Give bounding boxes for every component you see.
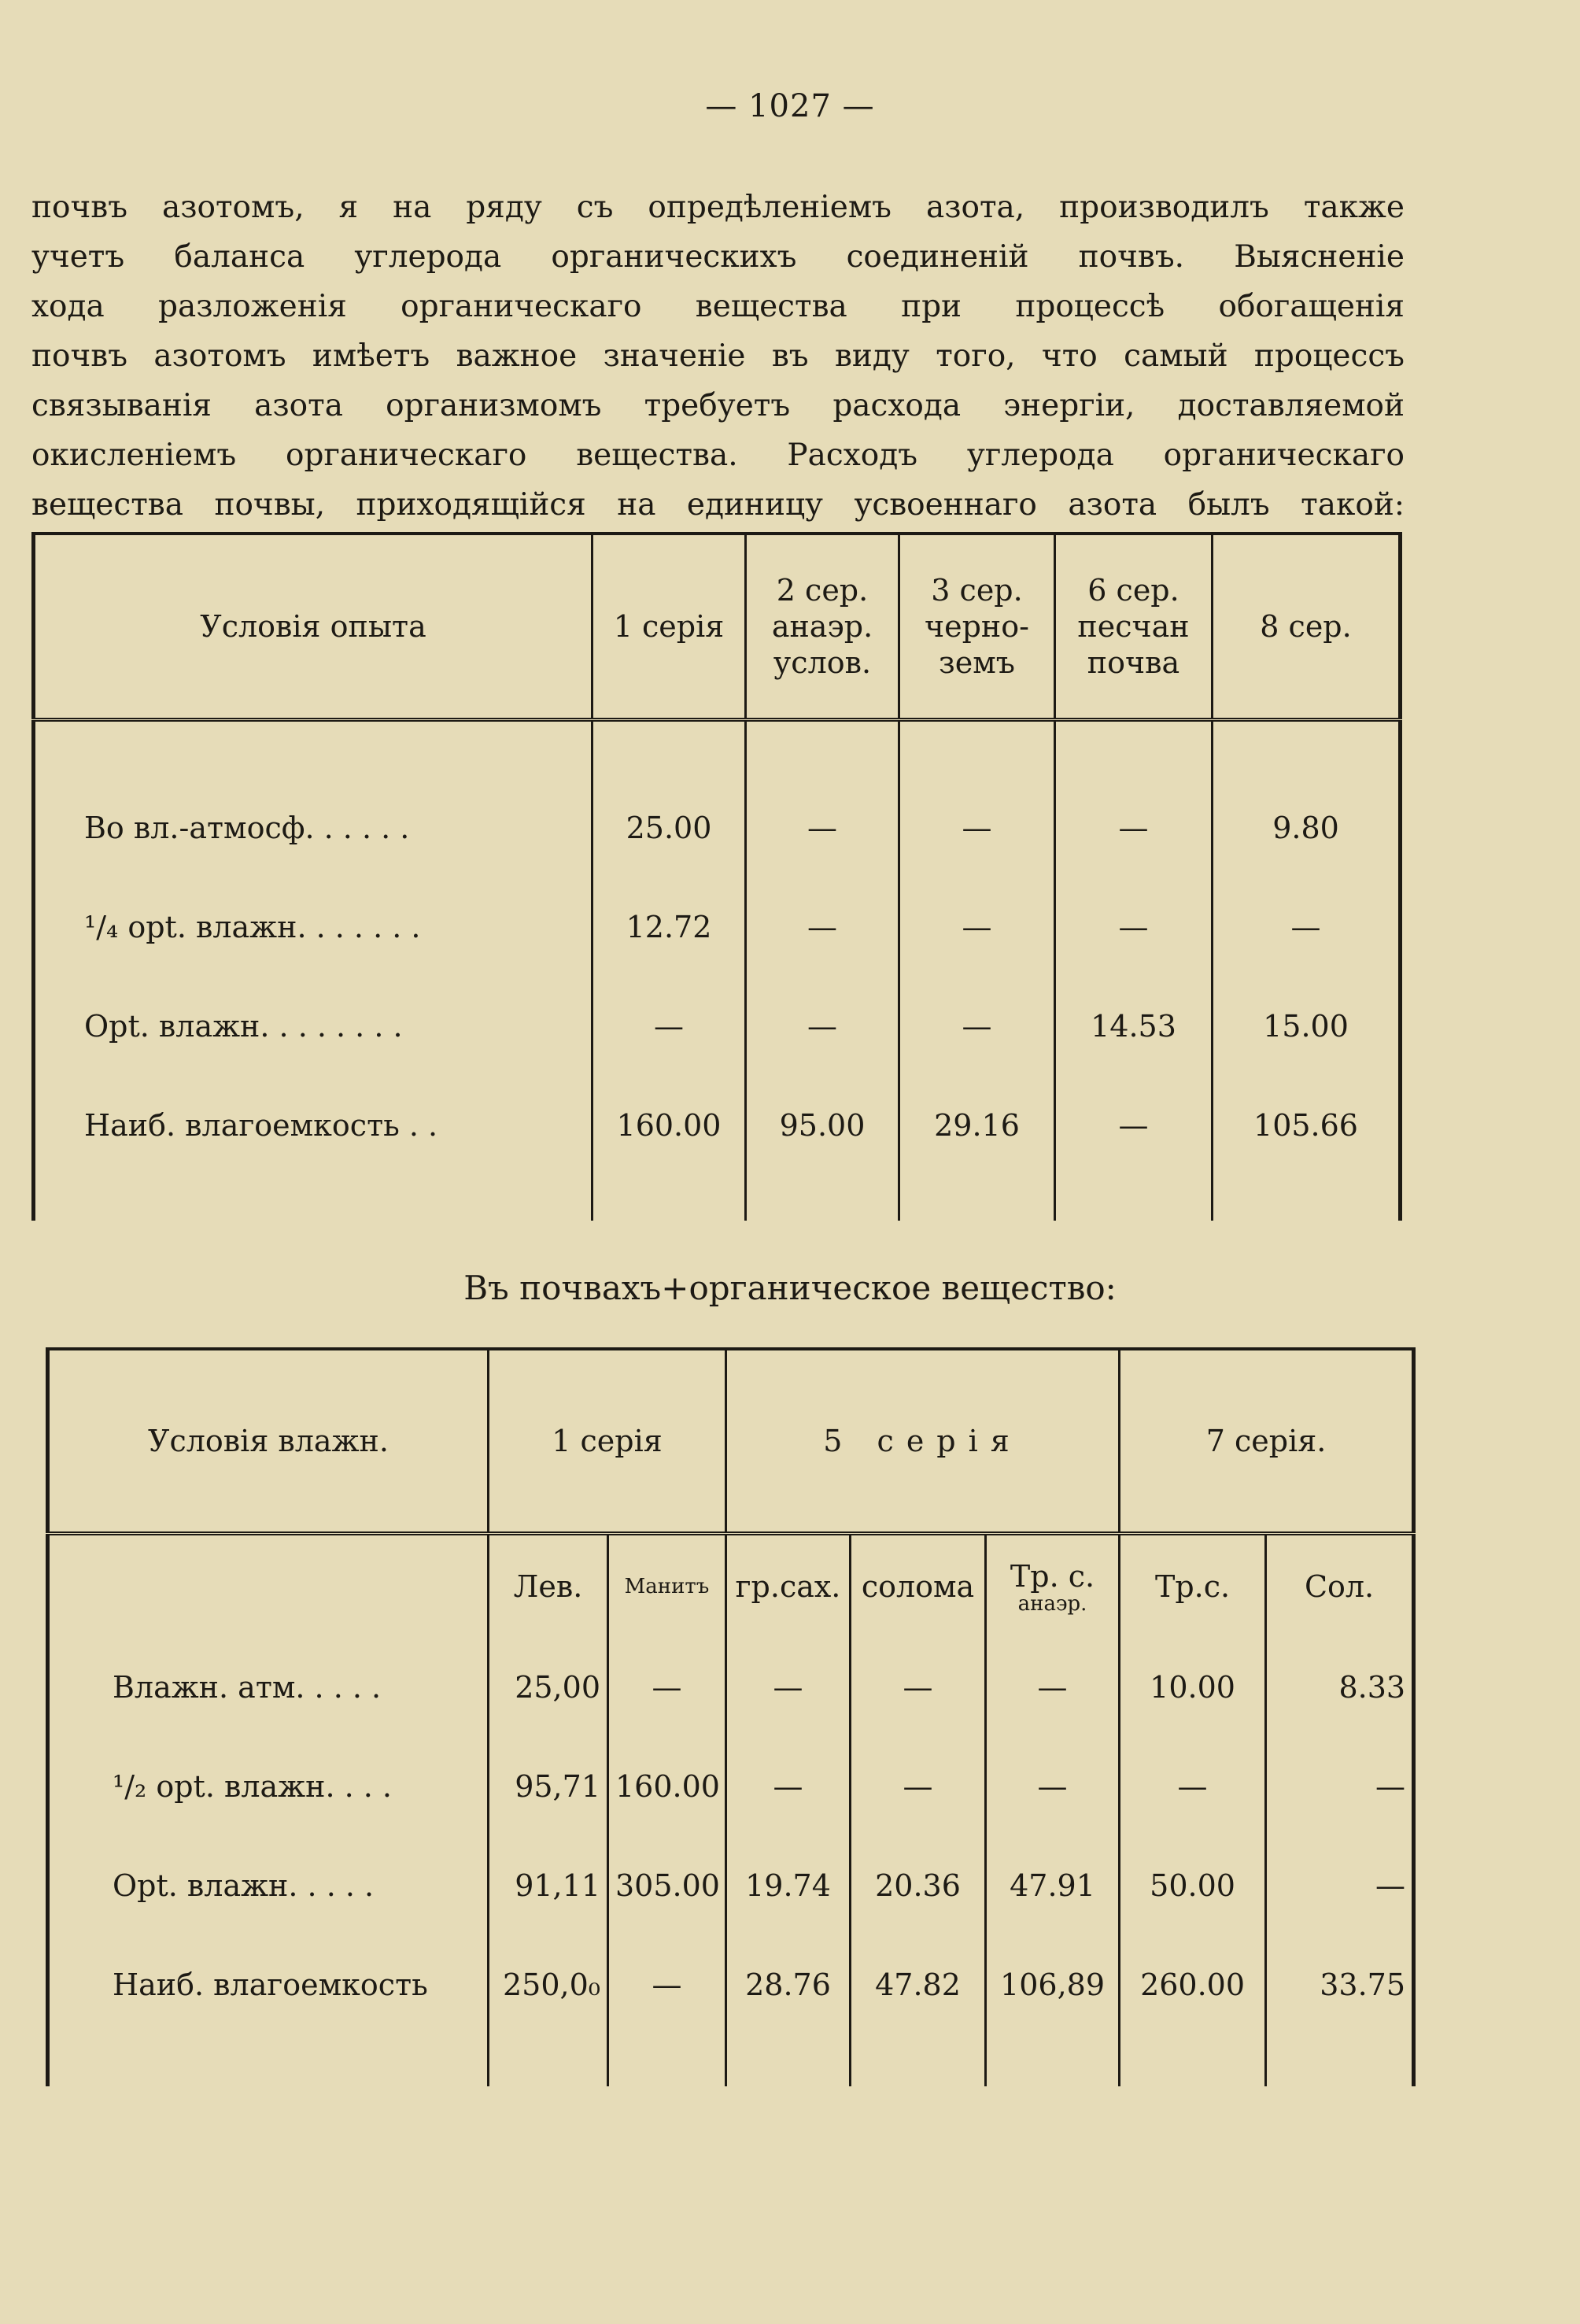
table-cell: — (899, 778, 1055, 878)
table-row (34, 1076, 1401, 1175)
header-line: песчан (1077, 609, 1190, 644)
row-label: Наиб. влагоемкость (48, 1935, 489, 2034)
table-cell: — (1055, 1076, 1213, 1175)
paragraph-line: хода разложенія органическаго вещества при процессѣ обогащенія (31, 289, 1405, 324)
organic-matter-table (46, 1347, 1416, 2086)
header-series-5: 5 серія (726, 1349, 1120, 1534)
table-cell: — (1055, 878, 1213, 977)
table-header-row (48, 1349, 1414, 1534)
table-header-row (34, 534, 1401, 720)
table-cell: 25.00 (592, 778, 746, 878)
table-caption: Въ почвахъ+органическое вещество: (463, 1269, 1117, 1307)
table-cell: 91,11 (489, 1836, 608, 1935)
table-cell: 10.00 (1120, 1638, 1266, 1737)
header-series-7: 7 серія. (1120, 1349, 1414, 1534)
table-cell: 19.74 (726, 1836, 851, 1935)
table-cell: — (899, 977, 1055, 1076)
table-subheader-row (48, 1534, 1414, 1639)
subheader-cell: Тр.с. (1120, 1534, 1266, 1639)
header-line: услов. (773, 645, 872, 680)
table-cell: — (1120, 1737, 1266, 1836)
header-line: черно- (925, 609, 1029, 644)
header-conditions: Условія опыта (34, 534, 592, 720)
table-cell: 105.66 (1213, 1076, 1401, 1175)
table-cell: 25,00 (489, 1638, 608, 1737)
paragraph-line: почвъ азотомъ имѣетъ важное значеніе въ виду того, что самый процессъ (31, 338, 1405, 374)
header-line: анаэр. (771, 609, 873, 644)
table-cell: — (1266, 1836, 1414, 1935)
header-series-1: 1 серія (489, 1349, 726, 1534)
table-cell: 47.91 (986, 1836, 1120, 1935)
spacer-row (34, 1175, 1401, 1221)
body-paragraph (31, 183, 1405, 530)
table-cell: 12.72 (592, 878, 746, 977)
header-series-3 (899, 534, 1055, 720)
table-row (34, 778, 1401, 878)
page-number: — 1027 — (705, 88, 875, 124)
header-line: земъ (939, 645, 1015, 680)
table-row (34, 977, 1401, 1076)
table-cell: — (726, 1638, 851, 1737)
table-row (48, 1737, 1414, 1836)
row-label: Наиб. влагоемкость . . (34, 1076, 592, 1175)
header-line: почва (1087, 645, 1180, 680)
header-series-8: 8 сер. (1213, 534, 1401, 720)
table-row (48, 1638, 1414, 1737)
row-label: ¹/₂ opt. влажн. . . . (48, 1737, 489, 1836)
table-cell: — (899, 878, 1055, 977)
paragraph-line: связыванія азота организмомъ требуетъ расхода энергіи, доставляемой (31, 388, 1405, 423)
table-cell: 20.36 (851, 1836, 986, 1935)
subheader-cell: Лев. (489, 1534, 608, 1639)
table-cell: — (851, 1638, 986, 1737)
paragraph-line: почвъ азотомъ, я на ряду съ опредѣленіемъ азота, производилъ также (31, 190, 1405, 225)
table-cell: 28.76 (726, 1935, 851, 2034)
spacer-row (34, 720, 1401, 779)
subheader-cell: солома (851, 1534, 986, 1639)
table-cell: 160.00 (592, 1076, 746, 1175)
table-cell: 50.00 (1120, 1836, 1266, 1935)
table-cell: — (986, 1737, 1120, 1836)
header-line: 2 сер. (776, 573, 869, 608)
table-cell: 29.16 (899, 1076, 1055, 1175)
table-cell: 106,89 (986, 1935, 1120, 2034)
table-cell: 9.80 (1213, 778, 1401, 878)
table-cell: 8.33 (1266, 1638, 1414, 1737)
table-cell: — (746, 977, 899, 1076)
row-label: Opt. влажн. . . . . . . . (34, 977, 592, 1076)
table-cell: — (608, 1638, 726, 1737)
table-row (48, 1836, 1414, 1935)
table-cell: 260.00 (1120, 1935, 1266, 2034)
paragraph-line: вещества почвы, приходящійся на единицу усвоеннаго азота былъ такой: (31, 487, 1405, 523)
table-cell: — (1213, 878, 1401, 977)
table-cell: 160.00 (608, 1737, 726, 1836)
table-cell: — (726, 1737, 851, 1836)
subheader-cell: гр.сах. (726, 1534, 851, 1639)
carbon-balance-table (31, 532, 1402, 1221)
table-row (48, 1935, 1414, 2034)
spacer-row (48, 2034, 1414, 2086)
table-cell: — (746, 878, 899, 977)
table-cell: — (746, 778, 899, 878)
header-series-1: 1 серія (592, 534, 746, 720)
row-label: Opt. влажн. . . . . (48, 1836, 489, 1935)
header-line: 6 сер. (1087, 573, 1179, 608)
table-cell: — (851, 1737, 986, 1836)
header-series-6 (1055, 534, 1213, 720)
table-cell: 95,71 (489, 1737, 608, 1836)
header-conditions: Условія влажн. (48, 1349, 489, 1534)
table-cell: 250,0₀ (489, 1935, 608, 2034)
subheader-cell: Сол. (1266, 1534, 1414, 1639)
row-label: Влажн. атм. . . . . (48, 1638, 489, 1737)
table-cell: — (986, 1638, 1120, 1737)
table-cell: 33.75 (1266, 1935, 1414, 2034)
subheader-cell (986, 1534, 1120, 1639)
subheader-cell: Манитъ (608, 1534, 726, 1639)
table-row (34, 878, 1401, 977)
table-cell: — (608, 1935, 726, 2034)
table-cell: 14.53 (1055, 977, 1213, 1076)
subheader-line: анаэр. (1017, 1592, 1087, 1616)
table-cell: 305.00 (608, 1836, 726, 1935)
header-series-2 (746, 534, 899, 720)
header-line: 3 сер. (931, 573, 1023, 608)
table-cell: 47.82 (851, 1935, 986, 2034)
row-label: ¹/₄ opt. влажн. . . . . . . (34, 878, 592, 977)
paragraph-line: окисленіемъ органическаго вещества. Расходъ углерода органическаго (31, 438, 1405, 473)
table-cell: — (1266, 1737, 1414, 1836)
table-cell: 15.00 (1213, 977, 1401, 1076)
table-cell: — (1055, 778, 1213, 878)
paragraph-line: учетъ баланса углерода органическихъ соединеній почвъ. Выясненіе (31, 239, 1405, 275)
table-cell: — (592, 977, 746, 1076)
row-label: Во вл.-атмосф. . . . . . (34, 778, 592, 878)
subheader-line: Тр. с. (1010, 1559, 1095, 1594)
table-cell: 95.00 (746, 1076, 899, 1175)
